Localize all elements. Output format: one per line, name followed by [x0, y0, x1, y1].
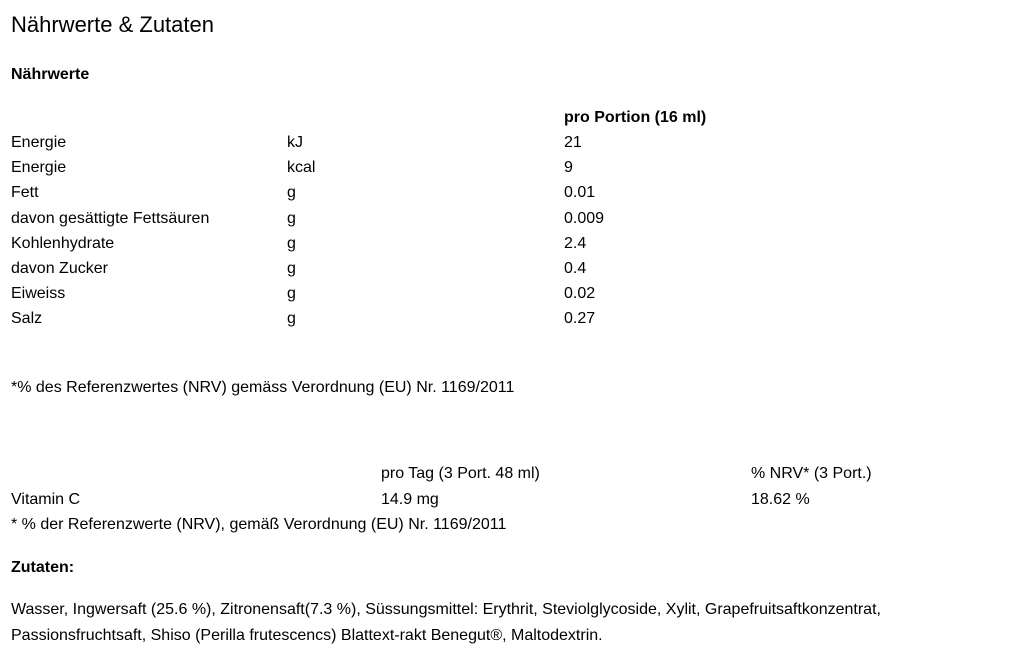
nutrient-unit: g — [287, 260, 296, 277]
nutrient-unit: g — [287, 209, 296, 227]
ingredients-line-1: Wasser, Ingwersaft (25.6 %), Zitronensaft(7.3 %), Süssungsmittel: Erythrit, Steviolglycoside, Xylit, Grapefruitsaftkonzentrat, — [11, 601, 881, 618]
vitamin-name: Vitamin C — [11, 491, 81, 508]
nutrient-value: 21 — [564, 134, 582, 151]
vitamin-amount: 14.9 mg — [381, 491, 439, 508]
nutrient-name: Fett — [11, 184, 39, 202]
ingredients-line-2: Passionsfruchtsaft, Shiso (Perilla frutescencs) Blattext-rakt Benegut®, Maltodextrin. — [11, 627, 603, 644]
nutrient-value: 0.009 — [564, 209, 605, 227]
nutrient-unit: g — [287, 234, 296, 252]
vitamin-day-header: pro Tag (3 Port. 48 ml) — [381, 465, 540, 482]
nutrient-value: 0.01 — [564, 184, 596, 202]
page-title: Nährwerte & Zutaten — [11, 12, 214, 37]
nutrient-value: 9 — [564, 159, 573, 177]
nutrient-name: Salz — [11, 310, 43, 328]
nutrient-unit: kcal — [287, 159, 316, 177]
vitamin-footnote: * % der Referenzwerte (NRV), gemäß Verordnung (EU) Nr. 1169/2011 — [11, 516, 507, 533]
nutrient-value: 0.27 — [564, 310, 596, 328]
nutrient-name: davon gesättigte Fettsäuren — [11, 209, 210, 227]
nutrient-value: 2.4 — [564, 234, 587, 252]
nutrition-footnote: *% des Referenzwertes (NRV) gemäss Verordnung (EU) Nr. 1169/2011 — [11, 379, 515, 396]
nutrition-heading: Nährwerte — [11, 66, 90, 83]
nutrient-value: 0.02 — [564, 285, 596, 303]
nutrient-name: Energie — [11, 159, 67, 177]
nutrient-name: davon Zucker — [11, 260, 108, 277]
nutrient-name: Eiweiss — [11, 285, 66, 303]
nutrient-unit: g — [287, 310, 296, 328]
nutrient-unit: g — [287, 184, 296, 202]
nutrient-name: Energie — [11, 134, 67, 151]
ingredients-heading: Zutaten: — [11, 559, 75, 576]
nutrient-unit: g — [287, 285, 296, 303]
vitamin-nrv-header: % NRV* (3 Port.) — [751, 465, 872, 482]
vitamin-nrv: 18.62 % — [751, 491, 810, 508]
nutrient-value: 0.4 — [564, 260, 587, 277]
portion-column-header: pro Portion (16 ml) — [564, 109, 707, 126]
nutrient-unit: kJ — [287, 134, 303, 151]
nutrient-name: Kohlenhydrate — [11, 234, 115, 252]
